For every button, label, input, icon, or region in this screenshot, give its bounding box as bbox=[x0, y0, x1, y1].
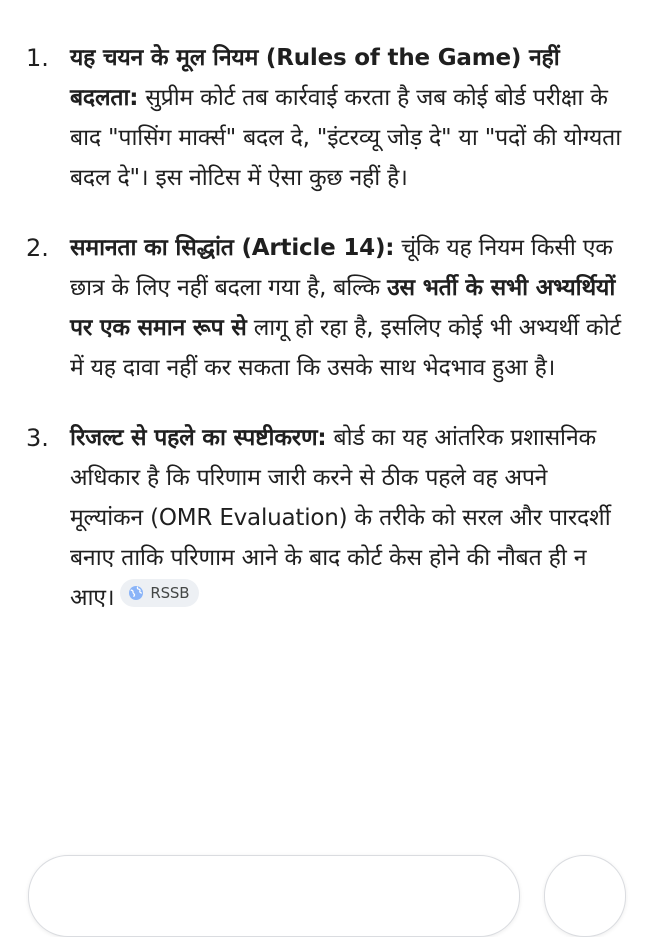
item-emphasis: उस भर्ती के सभी अभ्यर्थियों पर एक समान रूप से bbox=[70, 275, 616, 341]
item-body: चूंकि यह नियम किसी एक छात्र के लिए नहीं बदला गया है, बल्कि bbox=[70, 235, 613, 301]
list-item-text bbox=[70, 38, 626, 198]
round-action-button[interactable] bbox=[544, 855, 626, 937]
globe-icon bbox=[128, 585, 144, 601]
list-item bbox=[26, 38, 626, 198]
item-body: बोर्ड का यह आंतरिक प्रशासनिक अधिकार है कि परिणाम जारी करने से ठीक पहले वह अपने मूल्यांकन (OMR Evaluation) के तरीके को सरल और पारदर्शी बनाए ताकि परिणाम आने के बाद कोर्ट केस होने की नौबत ही न आए। bbox=[70, 425, 611, 611]
list-item-text bbox=[70, 418, 626, 618]
follow-up-input[interactable] bbox=[28, 855, 520, 937]
list-item-text bbox=[70, 228, 626, 388]
list-number: 1. bbox=[26, 44, 49, 72]
item-body-end: लागू हो रहा है, इसलिए कोई भी अभ्यर्थी कोर्ट में यह दावा नहीं कर सकता कि उसके साथ भेदभाव हुआ है। bbox=[70, 315, 621, 381]
source-label: RSSB bbox=[150, 584, 190, 602]
list-item bbox=[26, 418, 626, 618]
answer-list bbox=[26, 38, 626, 648]
item-heading: रिजल्ट से पहले का स्पष्टीकरण: bbox=[70, 425, 327, 451]
item-heading: यह चयन के मूल नियम (Rules of the Game) नहीं बदलता: bbox=[70, 45, 560, 111]
item-body: सुप्रीम कोर्ट तब कार्रवाई करता है जब कोई बोर्ड परीक्षा के बाद "पासिंग मार्क्स" बदल दे, "इंटरव्यू जोड़ दे" या "पदों की योग्यता बदल दे"। इस नोटिस में ऐसा कुछ नहीं है। bbox=[70, 85, 621, 191]
source-chip[interactable] bbox=[120, 579, 199, 607]
list-number: 3. bbox=[26, 424, 49, 452]
list-number: 2. bbox=[26, 234, 49, 262]
item-heading: समानता का सिद्धांत (Article 14): bbox=[70, 235, 395, 261]
list-item bbox=[26, 228, 626, 388]
